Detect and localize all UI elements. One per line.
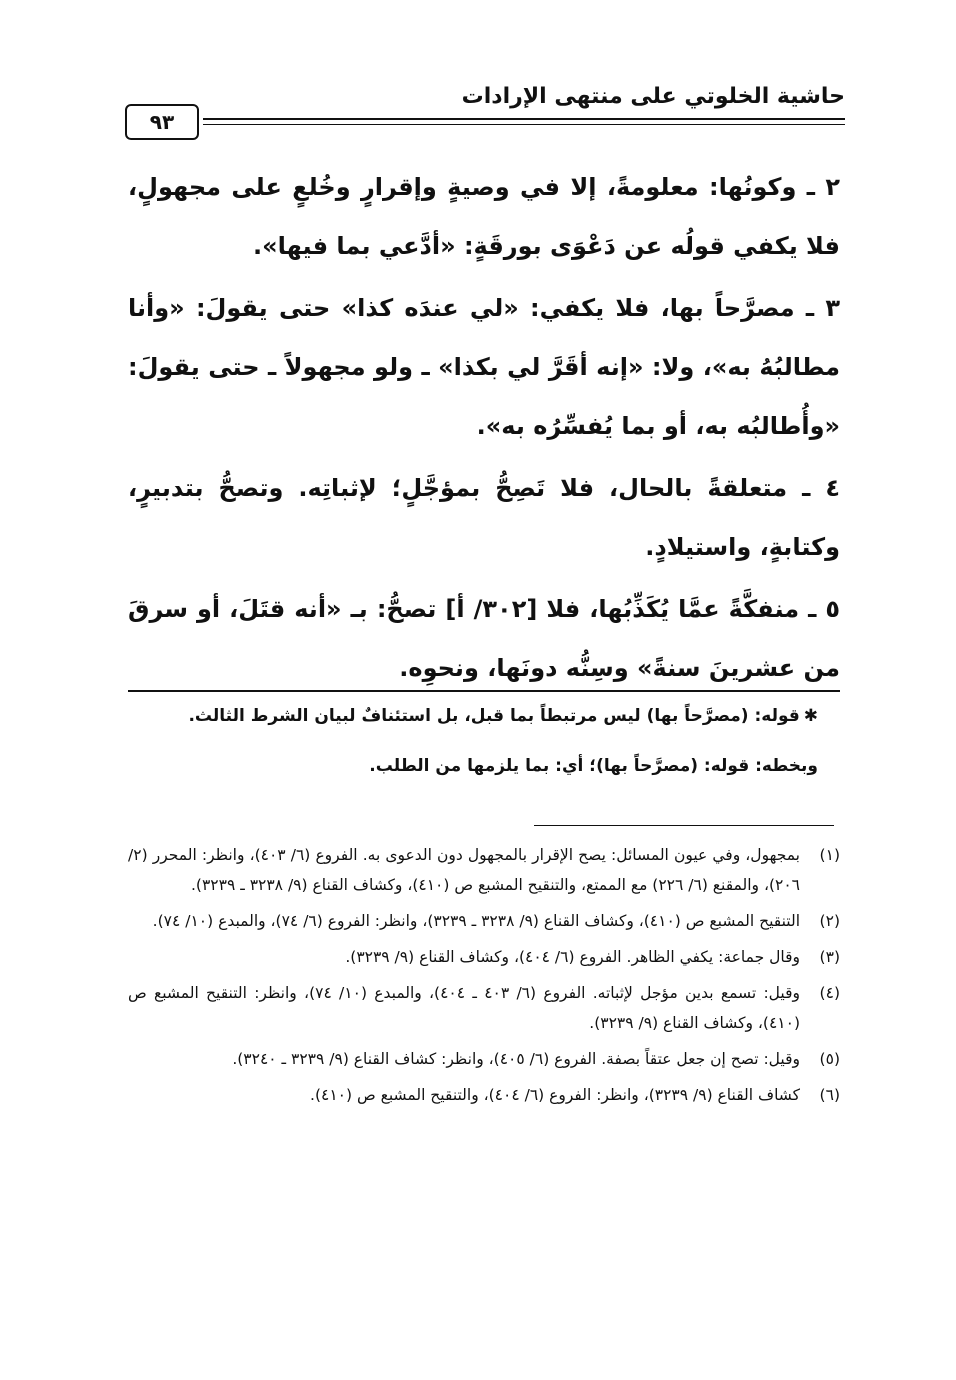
gloss-line xyxy=(128,750,818,782)
paragraph-text: ٢ ـ وكونُها: معلومةً، إلا في وصيةٍ وإقرارٍ وخُلعٍ على مجهولٍ، فلا يكفي قولُه عن دَعْوَى بورقَةٍ: «أدَّعي بما فيها». xyxy=(128,173,840,260)
footnote-text: بمجهول، وفي عيون المسائل: يصح الإقرار بالمجهول دون الدعوى به. الفروع (٦/ ٤٠٣)، وانظر: المحرر (٢/ ٢٠٦)، والمقنع (٦/ ٢٢٦) مع الممتع، والتنقيح المشبع ص (٤١٠)، وكشاف القناع (٩/ ٣٢٣٨ ـ ٣٢٣٩). xyxy=(128,846,801,894)
paragraph-condition-5 xyxy=(128,580,840,698)
footnote-text: كشاف القناع (٩/ ٣٢٣٩)، وانظر: الفروع (٦/ ٤٠٤)، والتنقيح المشبع ص (٤١٠). xyxy=(310,1086,800,1104)
footnote xyxy=(128,1044,840,1074)
gloss-line xyxy=(128,700,818,732)
footnote xyxy=(128,942,840,972)
paragraph-condition-4 xyxy=(128,459,840,577)
running-title: حاشية الخلوتي على منتهى الإرادات xyxy=(461,84,845,109)
footnotes xyxy=(128,840,840,1116)
page-number: ٩٣ xyxy=(125,104,199,140)
footnote-text: وقيل: تسمع بدين مؤجل لإثباته. الفروع (٦/ ٤٠٣ ـ ٤٠٤)، والمبدع (١٠/ ٧٤)، وانظر: التنقيح المشبع ص (٤١٠)، وكشاف القناع (٩/ ٣٢٣٩). xyxy=(128,984,800,1032)
paragraph-text: ٣ ـ مصرَّحاً بها، فلا يكفي: «لي عندَه كذا» حتى يقولَ: «وأنا مطالبُهُ به»، ولا: «إنه أقَرَّ لي بكذا» ـ ولو مجهولاً ـ حتى يقولَ: «وأُطالبُه به، أو بما يُفسِّرُه به». xyxy=(128,294,840,440)
page-header xyxy=(125,80,845,140)
paragraph-condition-3 xyxy=(128,279,840,456)
gloss-section xyxy=(128,700,818,804)
paragraph-condition-2 xyxy=(128,158,840,276)
footnote xyxy=(128,840,840,900)
header-rule-thin xyxy=(203,124,845,125)
footnote-rule xyxy=(534,825,834,826)
footnote-text: التنقيح المشبع ص (٤١٠)، وكشاف القناع (٩/ ٣٢٣٨ ـ ٣٢٣٩)، وانظر: الفروع (٦/ ٧٤)، والمبدع (١٠/ ٧٤). xyxy=(152,912,800,930)
footnote-number: (٤) xyxy=(819,984,840,1002)
footnote xyxy=(128,906,840,936)
footnote-number: (٦) xyxy=(819,1086,840,1104)
footnote-number: (٢) xyxy=(819,912,840,930)
paragraph-text: ٤ ـ متعلقةً بالحال، فلا تَصِحُّ بمؤجَّلٍ؛ لإثباتِه. وتصحُّ بتدبيرٍ، وكتابةٍ، واستيلادٍ. xyxy=(128,474,840,561)
gloss-text: قوله: (مصرَّحاً بها) ليس مرتبطاً بما قبل، بل استئنافٌ لبيان الشرط الثالث. xyxy=(188,706,800,726)
footnote xyxy=(128,1080,840,1110)
text-separator xyxy=(128,690,840,692)
footnote-number: (٥) xyxy=(819,1050,840,1068)
footnote-text: وقال جماعة: يكفي الظاهر. الفروع (٦/ ٤٠٤)، وكشاف القناع (٩/ ٣٢٣٩). xyxy=(345,948,800,966)
header-rule xyxy=(203,118,845,120)
footnote-number: (١) xyxy=(819,846,840,864)
footnote xyxy=(128,978,840,1038)
footnote-number: (٣) xyxy=(819,948,840,966)
gloss-text: وبخطه: قوله: (مصرَّحاً بها)؛ أي: بما يلزمها من الطلب. xyxy=(369,756,818,776)
star-icon: ✱ xyxy=(803,706,818,726)
footnote-text: وقيل: تصح إن جعل عتقاً بصفة. الفروع (٦/ ٤٠٥)، وانظر: كشاف القناع (٩/ ٣٢٣٩ ـ ٣٢٤٠). xyxy=(232,1050,800,1068)
paragraph-text: ٥ ـ منفكَّةً عمَّا يُكَذِّبُها، فلا [٣٠٢/ أ] تصحُّ: بـ «أنه قتَلَ، أو سرقَ من عشرينَ سنةً» وسِنُّه دونَها، ونحوِه. xyxy=(128,595,841,682)
main-text xyxy=(128,158,840,701)
